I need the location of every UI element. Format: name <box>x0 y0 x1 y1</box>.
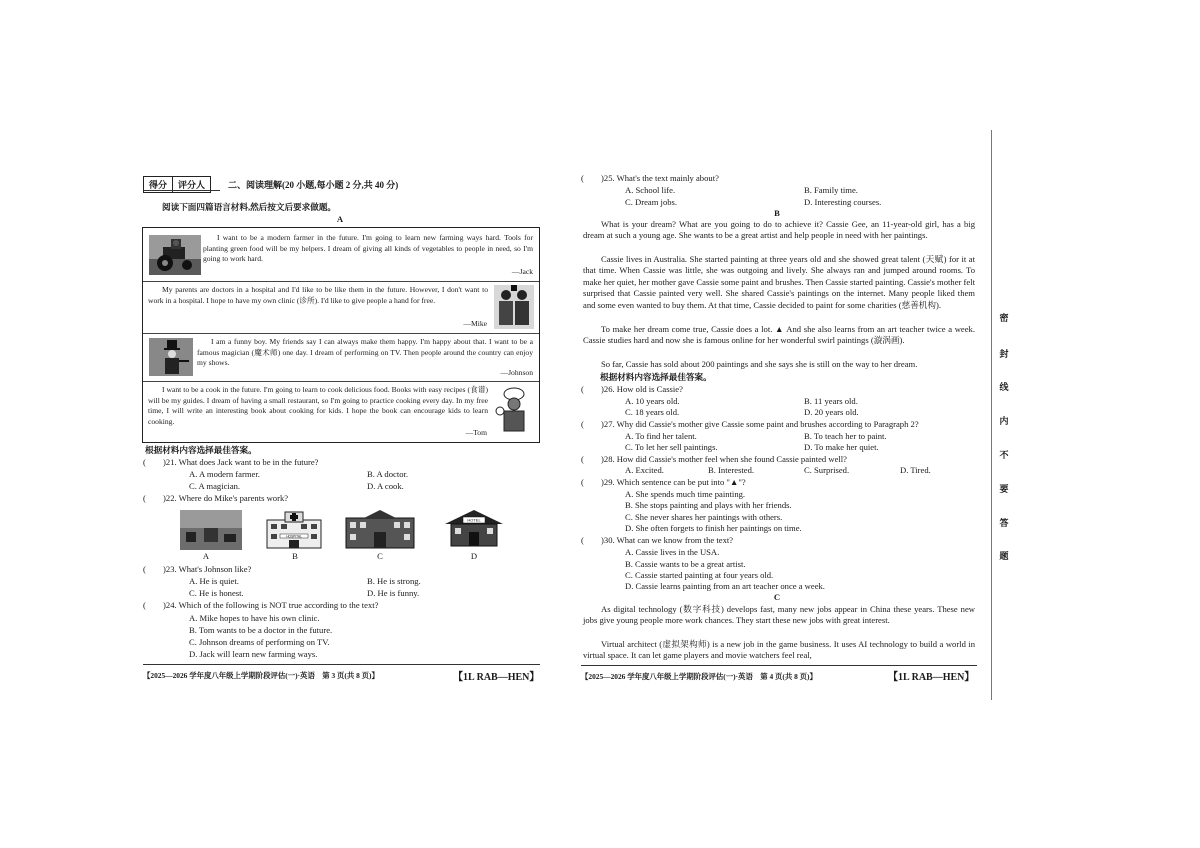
magician-icon <box>149 338 193 376</box>
seal-char: 封 <box>999 349 1009 359</box>
q28-option-a[interactable]: A. Excited. <box>625 465 664 475</box>
q25-option-d[interactable]: D. Interesting courses. <box>804 197 882 207</box>
hotel-sign: HOTEL <box>467 517 481 523</box>
hospital-sign: HOSPITAL <box>286 534 302 539</box>
q21-stem: ( )21. What does Jack want to be in the future? <box>143 457 319 467</box>
option-label-a: A <box>202 551 210 561</box>
answer-instruction-right: 根据材料内容选择最佳答案。 <box>600 372 712 382</box>
tom-text: I want to be a cook in the future. I'm going to learn to cook delicious food. Books with easy recipes (食谱) will be my guides. I dream of having a small restaurant, so I'm going to practice cooking every day. In my free time, I will write an interesting book about cooking for kids. I hope the book can encourage kids to learn cooking. <box>148 385 488 426</box>
johnson-text: I am a funny boy. My friends say I can always make them happy. I'm happy about that. I want to be a famous magician (魔术师) one day. I dream of performing on TV. Then people around the country can enjoy my shows. <box>197 337 533 368</box>
q24-stem: ( )24. Which of the following is NOT true according to the text? <box>143 600 379 610</box>
q30-option-b[interactable]: B. Cassie wants to be a great artist. <box>625 559 746 569</box>
q24-option-b[interactable]: B. Tom wants to be a doctor in the future. <box>189 625 333 635</box>
jack-row <box>143 228 539 282</box>
q28-option-b[interactable]: B. Interested. <box>708 465 755 475</box>
seal-char: 题 <box>999 551 1009 561</box>
q23-option-c[interactable]: C. He is honest. <box>189 588 244 598</box>
q24-option-c[interactable]: C. Johnson dreams of performing on TV. <box>189 637 330 647</box>
tractor-icon <box>149 235 201 275</box>
right-footer: 【2025—2026 学年度八年级上学期阶段评估(一)·英语 第 4 页(共 8 页)】 <box>581 672 817 681</box>
q29-option-c[interactable]: C. She never shares her paintings with others. <box>625 512 783 522</box>
q29-option-b[interactable]: B. She stops painting and plays with her friends. <box>625 500 792 510</box>
option-label-d: D <box>470 551 478 561</box>
passage-b-paragraph-1: What is your dream? What are you going to do to achieve it? Cassie Gee, an 11-year-old girl, has a big dream at such a young age. She wants to be a great artist and help people in need with her paintings. <box>583 219 975 241</box>
seal-char: 密 <box>999 313 1009 323</box>
q22-stem: ( )22. Where do Mike's parents work? <box>143 493 289 503</box>
q23-stem: ( )23. What's Johnson like? <box>143 564 252 574</box>
q21-option-c[interactable]: C. A magician. <box>189 481 241 491</box>
passage-b-paragraph-2: Cassie lives in Australia. She started painting at three years old and she showed great talent (天赋) for it at that time. When Cassie was little, she was outgoing and lively. She always ran and jumped around rooms. To make her quiet, her mother gave Cassie some paint and brushes. Then Cassie started painting. Cassie's mother felt surprised that Cassie painted very well. She shared Cassie's paintings on the internet. Many people liked them and some even wanted to buy them. At that time, Cassie decided to paint for some charities (慈善机构). <box>583 254 975 310</box>
q27-option-d[interactable]: D. To make her quiet. <box>804 442 879 452</box>
doctors-icon <box>494 285 534 329</box>
seal-char: 线 <box>999 382 1009 392</box>
left-footer: 【2025—2026 学年度八年级上学期阶段评估(一)·英语 第 3 页(共 8 页)】 <box>143 671 379 680</box>
q27-stem: ( )27. Why did Cassie's mother give Cassie some paint and brushes according to Paragraph 2? <box>581 419 919 429</box>
q29-stem: ( )29. Which sentence can be put into "▲"? <box>581 477 746 487</box>
option-a-image[interactable] <box>180 510 242 550</box>
q27-option-c[interactable]: C. To let her sell paintings. <box>625 442 718 452</box>
q30-option-a[interactable]: A. Cassie lives in the USA. <box>625 547 720 557</box>
q25-stem: ( )25. What's the text mainly about? <box>581 173 719 183</box>
passage-c-paragraph-2: Virtual architect (虚拟架构师) is a new job in the game business. It uses AI technology to build a world in virtual space. It can let game players and movie watchers feel real, <box>583 639 975 661</box>
q21-option-d[interactable]: D. A cook. <box>367 481 404 491</box>
passage-a-label: A <box>336 214 344 224</box>
seal-char: 内 <box>999 416 1009 426</box>
seal-char: 答 <box>999 518 1009 528</box>
mike-sign: —Mike <box>463 319 487 328</box>
score-box-blank <box>143 190 220 191</box>
q28-option-d[interactable]: D. Tired. <box>900 465 931 475</box>
seal-char: 不 <box>999 450 1009 460</box>
section-title: 二、阅读理解(20 小题,每小题 2 分,共 40 分) <box>228 180 399 190</box>
passage-a-frame <box>142 227 540 443</box>
option-c-image[interactable] <box>344 510 416 550</box>
option-b-image-hospital[interactable] <box>263 510 325 550</box>
right-footer-rule <box>581 665 977 666</box>
left-footer-rule <box>143 664 540 665</box>
q26-option-d[interactable]: D. 20 years old. <box>804 407 859 417</box>
grader-label: 评分人 <box>178 180 206 190</box>
q26-option-b[interactable]: B. 11 years old. <box>804 396 858 406</box>
passage-b-paragraph-4: So far, Cassie has sold about 200 paintings and she says she is still on the way to her dream. <box>601 359 918 369</box>
passage-b-paragraph-3: To make her dream come true, Cassie does a lot. ▲ And she also learns from an art teacher twice a week. Cassie studies hard and now she is famous online for her wonderful swirl paintings (漩涡画). <box>583 324 975 346</box>
q26-option-c[interactable]: C. 18 years old. <box>625 407 680 417</box>
q26-stem: ( )26. How old is Cassie? <box>581 384 683 394</box>
q25-option-a[interactable]: A. School life. <box>625 185 676 195</box>
option-label-c: C <box>377 551 383 561</box>
q23-option-d[interactable]: D. He is funny. <box>367 588 420 598</box>
tom-sign: —Tom <box>465 428 487 437</box>
q29-option-a[interactable]: A. She spends much time painting. <box>625 489 746 499</box>
q28-stem: ( )28. How did Cassie's mother feel when she found Cassie painted well? <box>581 454 847 464</box>
q27-option-a[interactable]: A. To find her talent. <box>625 431 697 441</box>
q24-option-a[interactable]: A. Mike hopes to have his own clinic. <box>189 613 320 623</box>
q23-option-b[interactable]: B. He is strong. <box>367 576 421 586</box>
q30-stem: ( )30. What can we know from the text? <box>581 535 734 545</box>
instruction: 阅读下面四篇语言材料,然后按文后要求做题。 <box>162 202 337 212</box>
mike-row <box>143 281 539 334</box>
q30-option-d[interactable]: D. Cassie learns painting from an art teacher once a week. <box>625 581 825 591</box>
chef-icon <box>495 387 533 433</box>
tom-row <box>143 381 539 442</box>
johnson-sign: —Johnson <box>500 368 533 377</box>
q29-option-d[interactable]: D. She often forgets to finish her paintings on time. <box>625 523 802 533</box>
jack-text: I want to be a modern farmer in the future. I'm going to learn new farming ways hard. Tools for planting green food will be my helpers. I dream of giving all kinds of vegetables to people in need, so I'm going to work hard. <box>203 233 533 264</box>
binding-line <box>991 130 992 700</box>
score-label: 得分 <box>144 177 173 192</box>
q21-option-b[interactable]: B. A doctor. <box>367 469 409 479</box>
q25-option-c[interactable]: C. Dream jobs. <box>625 197 678 207</box>
mike-text: My parents are doctors in a hospital and I'd like to be like them in the future. However, I don't want to work in a hospital. I hope to have my own clinic (诊所). I'd like to give people a hand for free. <box>148 285 488 305</box>
q27-option-b[interactable]: B. To teach her to paint. <box>804 431 887 441</box>
passage-c-label: C <box>773 592 781 602</box>
q30-option-c[interactable]: C. Cassie started painting at four years old. <box>625 570 774 580</box>
jack-sign: —Jack <box>511 267 533 276</box>
answer-instruction-left: 根据材料内容选择最佳答案。 <box>145 445 257 455</box>
johnson-row <box>143 333 539 382</box>
option-d-image-hotel[interactable] <box>443 508 505 548</box>
q23-option-a[interactable]: A. He is quiet. <box>189 576 239 586</box>
left-footer-code: 【1L RAB—HEN】 <box>453 672 540 683</box>
q28-option-c[interactable]: C. Surprised. <box>804 465 850 475</box>
q24-option-d[interactable]: D. Jack will learn new farming ways. <box>189 649 318 659</box>
q21-option-a[interactable]: A. A modern farmer. <box>189 469 260 479</box>
passage-c-paragraph-1: As digital technology (数字科技) develops fast, many new jobs appear in China these years. These new jobs give young people more work chances. They start these new jobs with great interest. <box>583 604 975 626</box>
option-label-b: B <box>292 551 298 561</box>
q25-option-b[interactable]: B. Family time. <box>804 185 858 195</box>
q26-option-a[interactable]: A. 10 years old. <box>625 396 680 406</box>
right-footer-code: 【1L RAB—HEN】 <box>888 672 975 683</box>
seal-char: 要 <box>999 484 1009 494</box>
passage-b-label: B <box>774 208 780 218</box>
